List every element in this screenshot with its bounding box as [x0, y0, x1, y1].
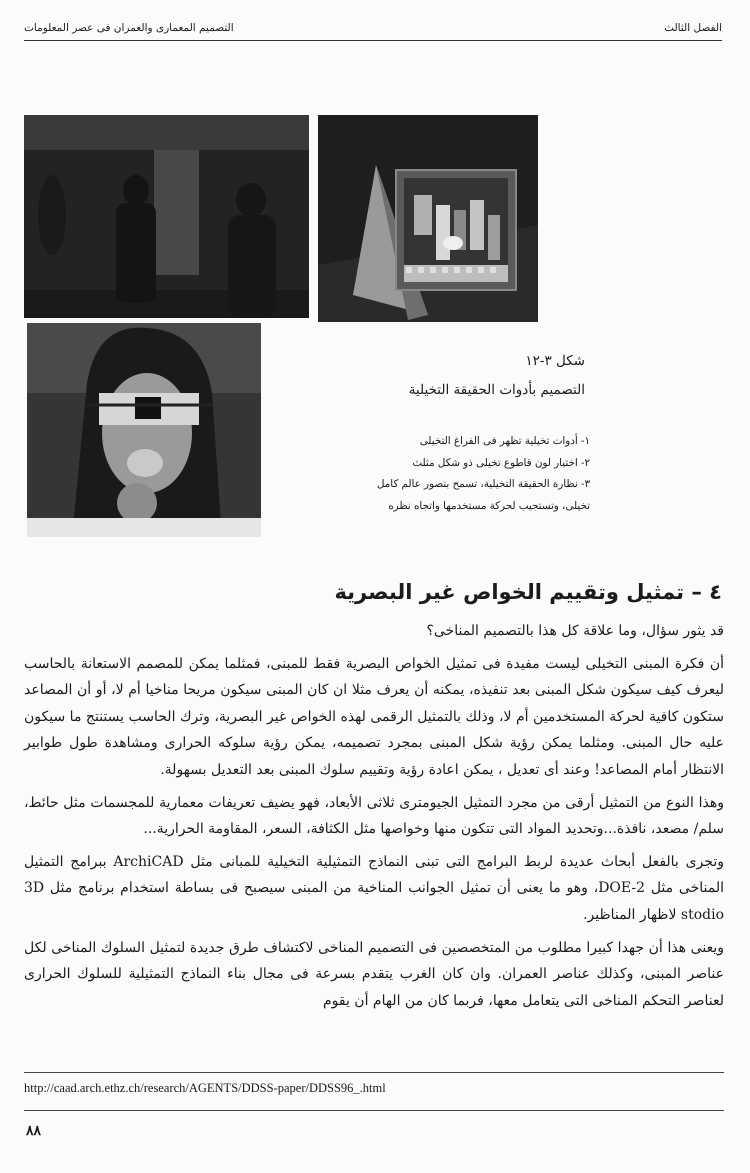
- chapter-label: الفصل الثالث: [664, 22, 722, 34]
- caption-item: تخيلى، وتستجيب لحركة مستخدمها واتجاه نظره: [388, 499, 590, 512]
- caption-item: ٢- اختيار لون قاطوع تخيلى ذو شكل مثلث: [412, 456, 590, 469]
- paragraph: قد يثور سؤال، وما علاقة كل هذا بالتصميم المناخى؟: [426, 623, 724, 639]
- footnote-divider: [24, 1072, 724, 1073]
- body-text: [24, 618, 724, 1020]
- paragraph: وتجرى بالفعل أبحاث عديدة لربط البرامج التى تبنى النماذج التمثيلية التخيلية للمبانى مثل ArchiCAD ببرامج التمثيل المناخى مثل DOE-2، وهو ما يعنى أن تمثيل الجوانب المناخية من المبنى سيصبح فى بساطة استخدام برنامج مثل 3D stodio لاظهار المناظير.: [24, 853, 724, 923]
- page-number: ٨٨: [26, 1123, 42, 1139]
- paragraph: وهذا النوع من التمثيل أرقى من مجرد التمثيل الجيومترى ثلاثى الأبعاد، فهو يضيف تعريفات معمارية للمجسمات مثل حائط، سلم/ مصعد، نافذة...وتحديد المواد التى تتكون منها وخواصها مثل الكثافة، السعر، المقاومة الحرارية...: [24, 794, 724, 838]
- figure-number: شكل ٣-١٢: [525, 353, 585, 369]
- photo-virtual-room: [24, 115, 309, 318]
- paragraph: ويعنى هذا أن جهدا كبيرا مطلوب من المتخصصين فى التصميم المناخى لاكتشاف طرق جديدة لتمثيل السلوك المناخى لكل عناصر المبنى، وكذلك عناصر العمران. وان كان الغرب يتقدم بسرعة فى مجال بناء النماذج التمثيلية للسلوك الحرارى لعناصر التحكم المناخى التى يتعامل معها، فربما كان من الهام أن يقوم: [24, 939, 724, 1009]
- photo-vr-headset: [27, 323, 261, 537]
- footnote-url: http://caad.arch.ethz.ch/research/AGENTS/DDSS-paper/DDSS96_.html: [24, 1081, 386, 1095]
- bottom-divider: [24, 1110, 724, 1111]
- caption-item: ١- أدوات تخيلية تظهر فى الفراغ التخيلى: [419, 435, 590, 447]
- figure-caption-list: [330, 431, 590, 517]
- section-heading: ٤ – تمثيل وتقييم الخواص غير البصرية: [334, 580, 722, 604]
- book-title: التصميم المعمارى والعمران فى عصر المعلومات: [24, 22, 234, 34]
- caption-item: ٣- نظارة الحقيقة التخيلية، تسمح بتصور عالم كامل: [376, 478, 590, 490]
- running-head: [24, 18, 722, 41]
- paragraph: أن فكرة المبنى التخيلى ليست مفيدة فى تمثيل الخواص البصرية فقط للمبنى، فمثلما يمكن للمصمم الاستعانة بالحاسب ليعرف كيف سيكون شكل المبنى بعد تنفيذه، يمكنه أن يعرف مثلا ان كان المبنى سيكون مريحا مناخيا أم لا، أو أن المصاعد ستكون كافية لحركة المستخدمين أم لا، وذلك بالتمثيل الرقمى لهذه الخواص غير البصرية، وترك الحاسب يستنتج ما سيكون عليه حال المبنى. ومثلما يمكن رؤية شكل المبنى بمجرد تصميمه، يمكن رؤية سلوكه الحرارى ومشاهدة طول طوابير الانتظار أمام المصاعد! وعند أى تعديل ، يمكن اعادة رؤية وتقييم سلوك المبنى بعد التعديل بسهولة.: [24, 655, 724, 778]
- figure-title: التصميم بأدوات الحقيقة التخيلية: [408, 382, 585, 398]
- photo-virtual-partition: [318, 115, 538, 322]
